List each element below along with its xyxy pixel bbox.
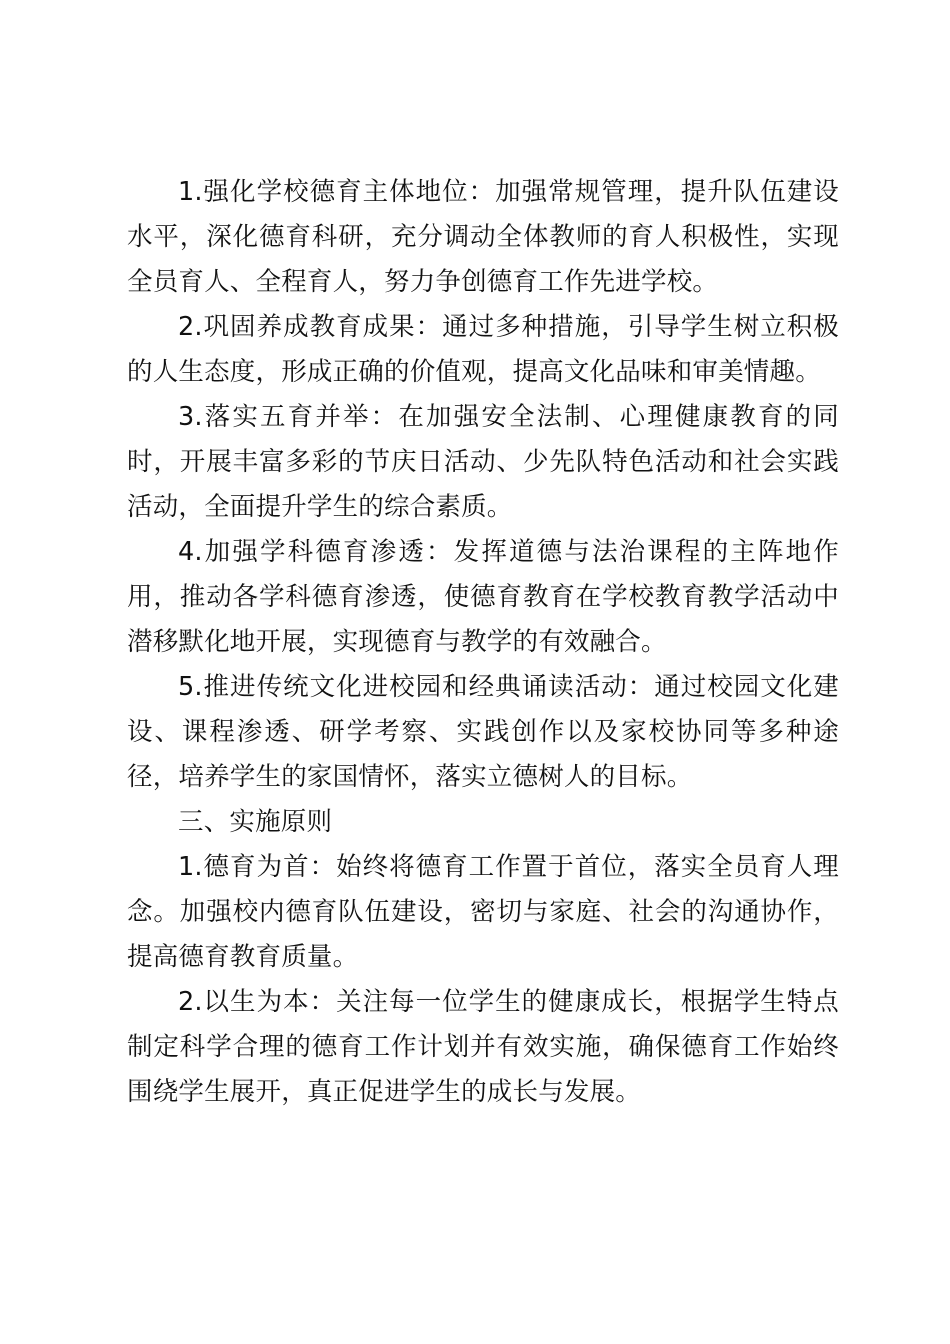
principle-paragraph-1: 1.德育为首：始终将德育工作置于首位，落实全员育人理念。加强校内德育队伍建设，密切与家庭、社会的沟通协作，提高德育教育质量。 (127, 852, 839, 972)
goal-paragraph-1: 1.强化学校德育主体地位：加强常规管理，提升队伍建设水平，深化德育科研，充分调动全体教师的育人积极性，实现全员育人、全程育人，努力争创德育工作先进学校。 (127, 177, 839, 297)
goal-paragraph-4: 4.加强学科德育渗透：发挥道德与法治课程的主阵地作用，推动各学科德育渗透，使德育教育在学校教育教学活动中潜移默化地开展，实现德育与教学的有效融合。 (127, 537, 839, 657)
goal-paragraph-5: 5.推进传统文化进校园和经典诵读活动：通过校园文化建设、课程渗透、研学考察、实践创作以及家校协同等多种途径，培养学生的家国情怀，落实立德树人的目标。 (127, 672, 839, 792)
goal-paragraph-2: 2.巩固养成教育成果：通过多种措施，引导学生树立积极的人生态度，形成正确的价值观，提高文化品味和审美情趣。 (127, 312, 839, 387)
section-heading: 三、实施原则 (178, 807, 333, 837)
document-body (127, 170, 839, 1115)
principle-paragraph-2: 2.以生为本：关注每一位学生的健康成长，根据学生特点制定科学合理的德育工作计划并有效实施，确保德育工作始终围绕学生展开，真正促进学生的成长与发展。 (127, 987, 839, 1107)
goal-paragraph-3: 3.落实五育并举：在加强安全法制、心理健康教育的同时，开展丰富多彩的节庆日活动、少先队特色活动和社会实践活动，全面提升学生的综合素质。 (127, 402, 839, 522)
